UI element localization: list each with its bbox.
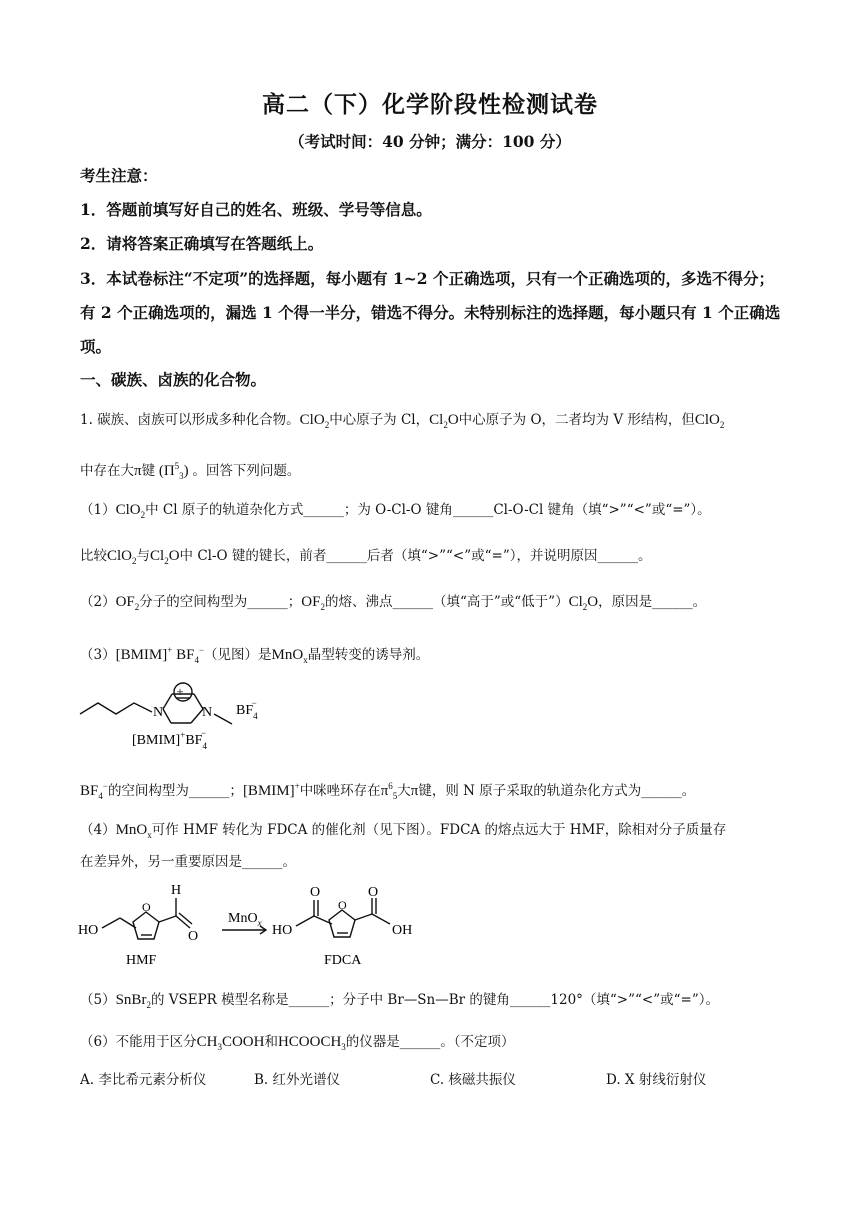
question-part-3-cont: $BF_4^-$的空间构型为______；[BMIM]+中咪唑环存在$\pi^6_5$大π键，则 N 原子采取的轨道杂化方式为______。 xyxy=(80,781,696,801)
svg-text:O: O xyxy=(368,885,379,900)
question-intro: 1. 碳族、卤族可以形成多种化合物。ClO$_2$中心原子为 Cl，$Cl_2O$中心原子为 O，二者均为 V 形结构，但ClO$_2$ xyxy=(80,412,725,430)
bmim-bf4-structure xyxy=(76,672,286,752)
svg-text:O: O xyxy=(188,929,199,944)
question-part-2: $(2)OF_2$分子的空间构型为______；$OF_2$的熔、沸点______（填“高于”或“低于$”)Cl_2O$，原因是______。 xyxy=(80,594,707,612)
notice-item-3: 3．本试卷标注“不定项”的选择题，每小题有 1~2 个正确选项，只有一个正确选项的，多选不得分；有 2 个正确选项的，漏选 1 个得一半分，错选不得分。未特别标注的选择题，每小题只有 1 个正确选项。 xyxy=(80,269,781,356)
option-a: A. 李比希元素分析仪 xyxy=(80,1072,207,1088)
svg-text:HMF: HMF xyxy=(126,953,157,968)
notice-item-1: 1．答题前填写好自己的姓名、班级、学号等信息。 xyxy=(80,200,432,219)
page-title: 高二（下）化学阶段性检测试卷 xyxy=(262,91,598,118)
svg-text:N: N xyxy=(202,705,213,720)
svg-text:HO: HO xyxy=(78,923,99,938)
question-part-1: （1）ClO$_2$中 Cl 原子的轨道杂化方式______；为 O-Cl-O 键角______Cl-O-Cl 键角（填“>”“<”或“=”）。 xyxy=(80,502,711,520)
notice-item-2: 2．请将答案正确填写在答题纸上。 xyxy=(80,234,324,253)
svg-text:FDCA: FDCA xyxy=(324,953,362,968)
svg-text:N: N xyxy=(153,705,164,720)
svg-text:O: O xyxy=(310,885,321,900)
exam-info: （考试时间：40 分钟；满分：100 分） xyxy=(289,132,571,151)
question-part-6: （6）不能用于区分$CH_3COOH$和$HCOOCH_3$的仪器是______。（不定项） xyxy=(80,1034,515,1052)
question-part-3: （3）[BMIM]+ $BF_4^-$（见图）是MnO$_x$晶型转变的诱导剂。 xyxy=(80,645,430,665)
option-d: D. X 射线衍射仪 xyxy=(606,1072,707,1088)
hmf-to-fdca-reaction xyxy=(76,878,446,970)
figure-anion-label: $BF_4-$ xyxy=(236,698,258,721)
notice-heading: 考生注意： xyxy=(80,166,158,185)
question-part-1-cont: 比较ClO$_2$与$Cl_2O$中 Cl-O 键的键长，前者______后者（填“>”“<”或“=”），并说明原因______。 xyxy=(80,548,652,566)
figure-caption: $[BMIM]^+BF_4-$ xyxy=(132,728,207,751)
section-heading: 一、碳族、卤族的化合物。 xyxy=(80,370,267,389)
question-intro-cont: 中存在大π键 $(\Pi^5_3)$ 。回答下列问题。 xyxy=(80,461,301,481)
option-b: B. 红外光谱仪 xyxy=(254,1072,341,1088)
svg-text:HO: HO xyxy=(272,923,293,938)
catalyst-label: MnO$_x$ xyxy=(228,911,262,928)
svg-text:O: O xyxy=(338,898,347,912)
svg-text:H: H xyxy=(171,883,182,898)
option-c: C. 核磁共振仪 xyxy=(430,1072,516,1088)
svg-text:O: O xyxy=(142,900,151,914)
svg-text:OH: OH xyxy=(392,923,413,938)
delocalized-bond-notation: $(\Pi^5_3)$ xyxy=(155,461,193,481)
svg-text:+: + xyxy=(176,684,184,699)
question-part-4: （4）MnO$_x$可作 HMF 转化为 FDCA 的催化剂（见下图）。FDCA 的熔点远大于 HMF，除相对分子质量存 xyxy=(80,822,727,840)
question-part-4-cont: 在差异外，另一重要原因是______。 xyxy=(80,854,296,870)
question-part-5: （5）SnBr$_2$的 VSEPR 模型名称是______；分子中 Br—Sn—Br 的键角______120°（填“>”“<”或“=”）。 xyxy=(80,992,720,1010)
